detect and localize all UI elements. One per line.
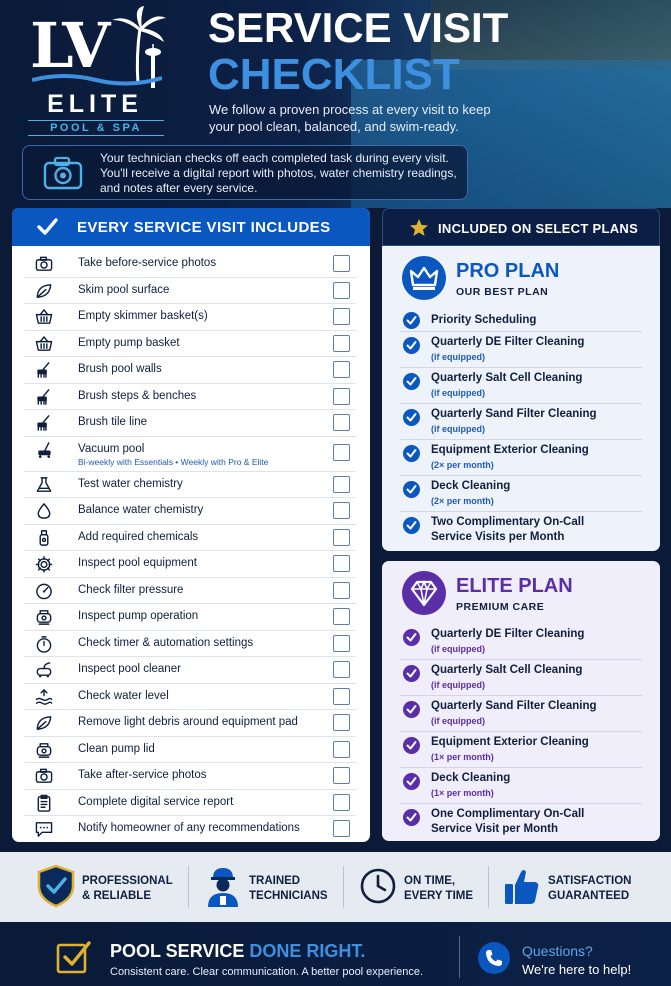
help-label: We're here to help!: [522, 962, 632, 977]
feature-satisfaction-line2: GUARANTEED: [548, 890, 630, 902]
task-label: Vacuum pool: [78, 442, 145, 455]
task-checkbox[interactable]: [333, 529, 350, 546]
task-checkbox[interactable]: [333, 635, 350, 652]
task-checkbox[interactable]: [333, 688, 350, 705]
footer: [0, 922, 671, 986]
plan-item: [400, 512, 642, 548]
logo-mark: LV: [30, 9, 107, 82]
plans-title: INCLUDED ON SELECT PLANS: [438, 221, 639, 236]
feature-on-time-line1: ON TIME,: [404, 875, 456, 887]
task-row: [24, 604, 356, 631]
divider: [343, 866, 344, 908]
gauge-icon: [34, 582, 54, 600]
task-label: Empty skimmer basket(s): [78, 310, 208, 322]
plan-item-label: Quarterly Salt Cell Cleaning: [431, 664, 583, 676]
leaf-icon: [34, 714, 54, 732]
task-row: [24, 331, 356, 358]
feature-on-time: [358, 862, 488, 912]
footer-subtext: Consistent care. Clear communication. A better pool experience.: [110, 966, 424, 978]
check-circle-icon: [403, 445, 420, 462]
task-row: [24, 710, 356, 737]
task-checkbox[interactable]: [333, 444, 350, 461]
pro-plan-tag: OUR BEST PLAN: [456, 286, 549, 298]
task-checkbox[interactable]: [333, 282, 350, 299]
plan-item: [400, 309, 642, 332]
check-circle-icon: [403, 629, 420, 646]
check-circle-icon: [403, 481, 420, 498]
task-row: [24, 631, 356, 658]
shield-check-icon: [36, 864, 76, 908]
thumbs-up-icon: [502, 864, 542, 908]
check-circle-icon: [403, 773, 420, 790]
task-label: Inspect pool equipment: [78, 557, 197, 569]
task-checkbox[interactable]: [333, 794, 350, 811]
page-title-line2: CHECKLIST: [208, 50, 460, 99]
plan-item: [400, 660, 642, 696]
camera-icon: [34, 255, 54, 273]
plan-item: [400, 440, 642, 476]
task-row: [24, 304, 356, 331]
header: [0, 0, 671, 208]
camera-icon: [34, 767, 54, 785]
plan-item: [400, 404, 642, 440]
pro-plan-items: [400, 309, 642, 548]
task-row: [24, 737, 356, 764]
notice-box: [22, 145, 468, 200]
task-checkbox[interactable]: [333, 555, 350, 572]
plan-item-sublabel: (1× per month): [431, 788, 494, 798]
checklist-header: [12, 208, 370, 246]
bottle-icon: [34, 529, 54, 547]
task-row: [24, 763, 356, 790]
plan-item-sublabel: (1× per month): [431, 752, 494, 762]
footer-headline-b: DONE RIGHT.: [249, 941, 366, 961]
leaf-icon: [34, 282, 54, 300]
brand-sub: POOL & SPA: [28, 120, 164, 136]
plan-item-label: Deck Cleaning: [431, 480, 511, 492]
drop-icon: [34, 502, 54, 520]
flask-icon: [34, 476, 54, 494]
task-checkbox[interactable]: [333, 255, 350, 272]
task-label: Test water chemistry: [78, 477, 183, 490]
feature-professional-line2: & RELIABLE: [82, 890, 151, 902]
checklist-title: EVERY SERVICE VISIT INCLUDES: [77, 219, 331, 236]
plan-item-label: Priority Scheduling: [431, 314, 537, 326]
plan-item: [400, 804, 642, 840]
feature-trained-line1: TRAINED: [249, 875, 301, 887]
task-row: [24, 578, 356, 605]
gear-icon: [34, 555, 54, 573]
task-label: Skim pool surface: [78, 283, 170, 296]
basket-icon: [34, 308, 54, 326]
task-checkbox[interactable]: [333, 741, 350, 758]
plan-item: [400, 624, 642, 660]
checkbox-checked-icon: [56, 939, 92, 975]
clipboard-icon: [34, 794, 54, 812]
task-checkbox[interactable]: [333, 308, 350, 325]
task-label: Complete digital service report: [78, 795, 234, 808]
task-row: [24, 551, 356, 578]
check-circle-icon: [403, 373, 420, 390]
check-circle-icon: [403, 409, 420, 426]
questions-label: Questions?: [522, 943, 593, 959]
task-row: [24, 472, 356, 499]
camera-icon: [43, 156, 83, 190]
chat-icon: [34, 820, 54, 838]
task-label: Check filter pressure: [78, 583, 184, 596]
plan-item: [400, 732, 642, 768]
plan-item-sublabel: (2× per month): [431, 496, 494, 506]
brand-name: ELITE: [47, 90, 143, 118]
task-checkbox[interactable]: [333, 661, 350, 678]
plan-item: [400, 476, 642, 512]
task-row: [24, 357, 356, 384]
feature-on-time-line2: EVERY TIME: [404, 890, 474, 902]
task-checkbox[interactable]: [333, 767, 350, 784]
plan-item-sublabel: (if equipped): [431, 388, 485, 398]
technician-icon: [203, 864, 243, 908]
task-row: [24, 790, 356, 817]
brand-logo: [22, 6, 172, 132]
elite-plan-tag: PREMIUM CARE: [456, 601, 545, 613]
check-circle-icon: [403, 312, 420, 329]
brush-icon: [34, 361, 54, 379]
feature-trained-line2: TECHNICIANS: [249, 890, 328, 902]
plans-header: [382, 208, 660, 246]
task-checkbox[interactable]: [333, 414, 350, 431]
task-label: Balance water chemistry: [78, 504, 204, 516]
plan-item-label: Quarterly DE Filter Cleaning: [431, 336, 585, 348]
brush-icon: [34, 388, 54, 406]
notice-text: Your technician checks off each completed task during every visit. You'll receive a digital report with photos, water chemistry readings, and notes after every service.: [100, 151, 457, 195]
plan-item-label: Quarterly Salt Cell Cleaning: [431, 372, 583, 384]
checkmark-icon: [36, 216, 58, 238]
elite-plan-name: ELITE PLAN: [456, 575, 573, 597]
task-row: [24, 525, 356, 552]
task-checkbox[interactable]: [333, 361, 350, 378]
task-label: Brush pool walls: [78, 363, 162, 375]
feature-trained: [203, 862, 333, 912]
task-label: Inspect pump operation: [78, 610, 199, 622]
plan-item-label: Deck Cleaning: [431, 772, 511, 784]
task-row: [24, 278, 356, 305]
footer-headline-a: POOL SERVICE: [110, 941, 250, 961]
task-checkbox[interactable]: [333, 714, 350, 731]
elite-plan-items: [400, 624, 642, 840]
star-icon: [409, 218, 429, 238]
page-title-line1: SERVICE VISIT: [208, 4, 509, 51]
water-level-icon: [34, 688, 54, 706]
clock-icon: [358, 864, 398, 908]
task-label: Brush steps & benches: [78, 389, 197, 402]
brush-icon: [34, 414, 54, 432]
footer-headline: [110, 941, 365, 962]
plan-item-sublabel: (if equipped): [431, 716, 485, 726]
features-strip: [0, 852, 671, 922]
check-circle-icon: [403, 665, 420, 682]
intro-text: We follow a proven process at every visit to keep your pool clean, balanced, and swim-ready.: [209, 102, 491, 134]
wave-icon: [32, 72, 162, 88]
plan-item-sublabel: (if equipped): [431, 680, 485, 690]
check-circle-icon: [403, 517, 420, 534]
check-circle-icon: [403, 701, 420, 718]
task-row: [24, 684, 356, 711]
cleaner-icon: [34, 661, 54, 679]
task-label: Empty pump basket: [78, 336, 180, 349]
task-row: [24, 816, 356, 842]
plan-item: [400, 768, 642, 804]
plan-item-label: Quarterly Sand Filter Cleaning: [431, 408, 597, 420]
task-checkbox[interactable]: [333, 820, 350, 837]
divider: [459, 936, 460, 978]
plan-item-label: Quarterly DE Filter Cleaning: [431, 628, 585, 640]
check-circle-icon: [403, 809, 420, 826]
task-sublabel: Bi-weekly with Essentials • Weekly with Pro & Elite: [78, 456, 269, 467]
task-row: [24, 410, 356, 437]
task-label: Check water level: [78, 689, 169, 702]
elite-plan-card: [382, 561, 660, 841]
check-circle-icon: [403, 737, 420, 754]
task-label: Clean pump lid: [78, 742, 155, 755]
task-row: [24, 657, 356, 684]
plan-item-sublabel: (if equipped): [431, 424, 485, 434]
task-row: [24, 498, 356, 525]
task-checkbox[interactable]: [333, 502, 350, 519]
diamond-icon: [402, 571, 446, 615]
plan-item-sublabel: (2× per month): [431, 460, 494, 470]
plan-item-sublabel: (if equipped): [431, 644, 485, 654]
plan-item-label: Quarterly Sand Filter Cleaning: [431, 700, 597, 712]
task-label: Take after-service photos: [78, 769, 207, 781]
checklist-card: [12, 208, 370, 842]
pro-plan-card: [382, 246, 660, 551]
task-label: Remove light debris around equipment pad: [78, 716, 298, 728]
plan-item: [400, 368, 642, 404]
task-row: [24, 437, 356, 472]
task-checkbox[interactable]: [333, 476, 350, 493]
task-label: Add required chemicals: [78, 530, 199, 543]
task-row: [24, 384, 356, 411]
plan-item-label: Equipment Exterior Cleaning: [431, 444, 589, 456]
vacuum-icon: [34, 441, 54, 459]
divider: [188, 866, 189, 908]
feature-professional: [36, 862, 176, 912]
divider: [488, 866, 489, 908]
plan-item: [400, 696, 642, 732]
pump-icon: [34, 741, 54, 759]
task-checkbox[interactable]: [333, 608, 350, 625]
check-circle-icon: [403, 337, 420, 354]
feature-satisfaction: [502, 862, 652, 912]
task-label: Brush tile line: [78, 416, 148, 428]
task-label: Check timer & automation settings: [78, 636, 254, 649]
plan-item-label: One Complimentary On-Call: [431, 808, 585, 820]
task-checkbox[interactable]: [333, 388, 350, 405]
task-list: [12, 251, 370, 842]
feature-professional-line1: PROFESSIONAL: [82, 875, 173, 887]
feature-satisfaction-line1: SATISFACTION: [548, 875, 632, 887]
phone-icon[interactable]: [478, 942, 510, 974]
basket-icon: [34, 335, 54, 353]
task-label: Inspect pool cleaner: [78, 663, 181, 675]
pump-icon: [34, 608, 54, 626]
plan-item: [400, 332, 642, 368]
plan-item-sublabel: (if equipped): [431, 352, 485, 362]
task-row: [24, 251, 356, 278]
plan-item-label-line2: Service Visit per Month: [431, 823, 558, 835]
task-checkbox[interactable]: [333, 335, 350, 352]
pro-plan-name: PRO PLAN: [456, 260, 560, 282]
task-label: Take before-service photos: [78, 257, 217, 269]
plan-item-label: Equipment Exterior Cleaning: [431, 736, 589, 748]
plan-item-label: Two Complimentary On-Call: [431, 516, 585, 528]
plan-item-label-line2: Service Visits per Month: [431, 531, 565, 543]
task-checkbox[interactable]: [333, 582, 350, 599]
timer-icon: [34, 635, 54, 653]
task-label: Notify homeowner of any recommendations: [78, 822, 300, 834]
crown-icon: [402, 256, 446, 300]
